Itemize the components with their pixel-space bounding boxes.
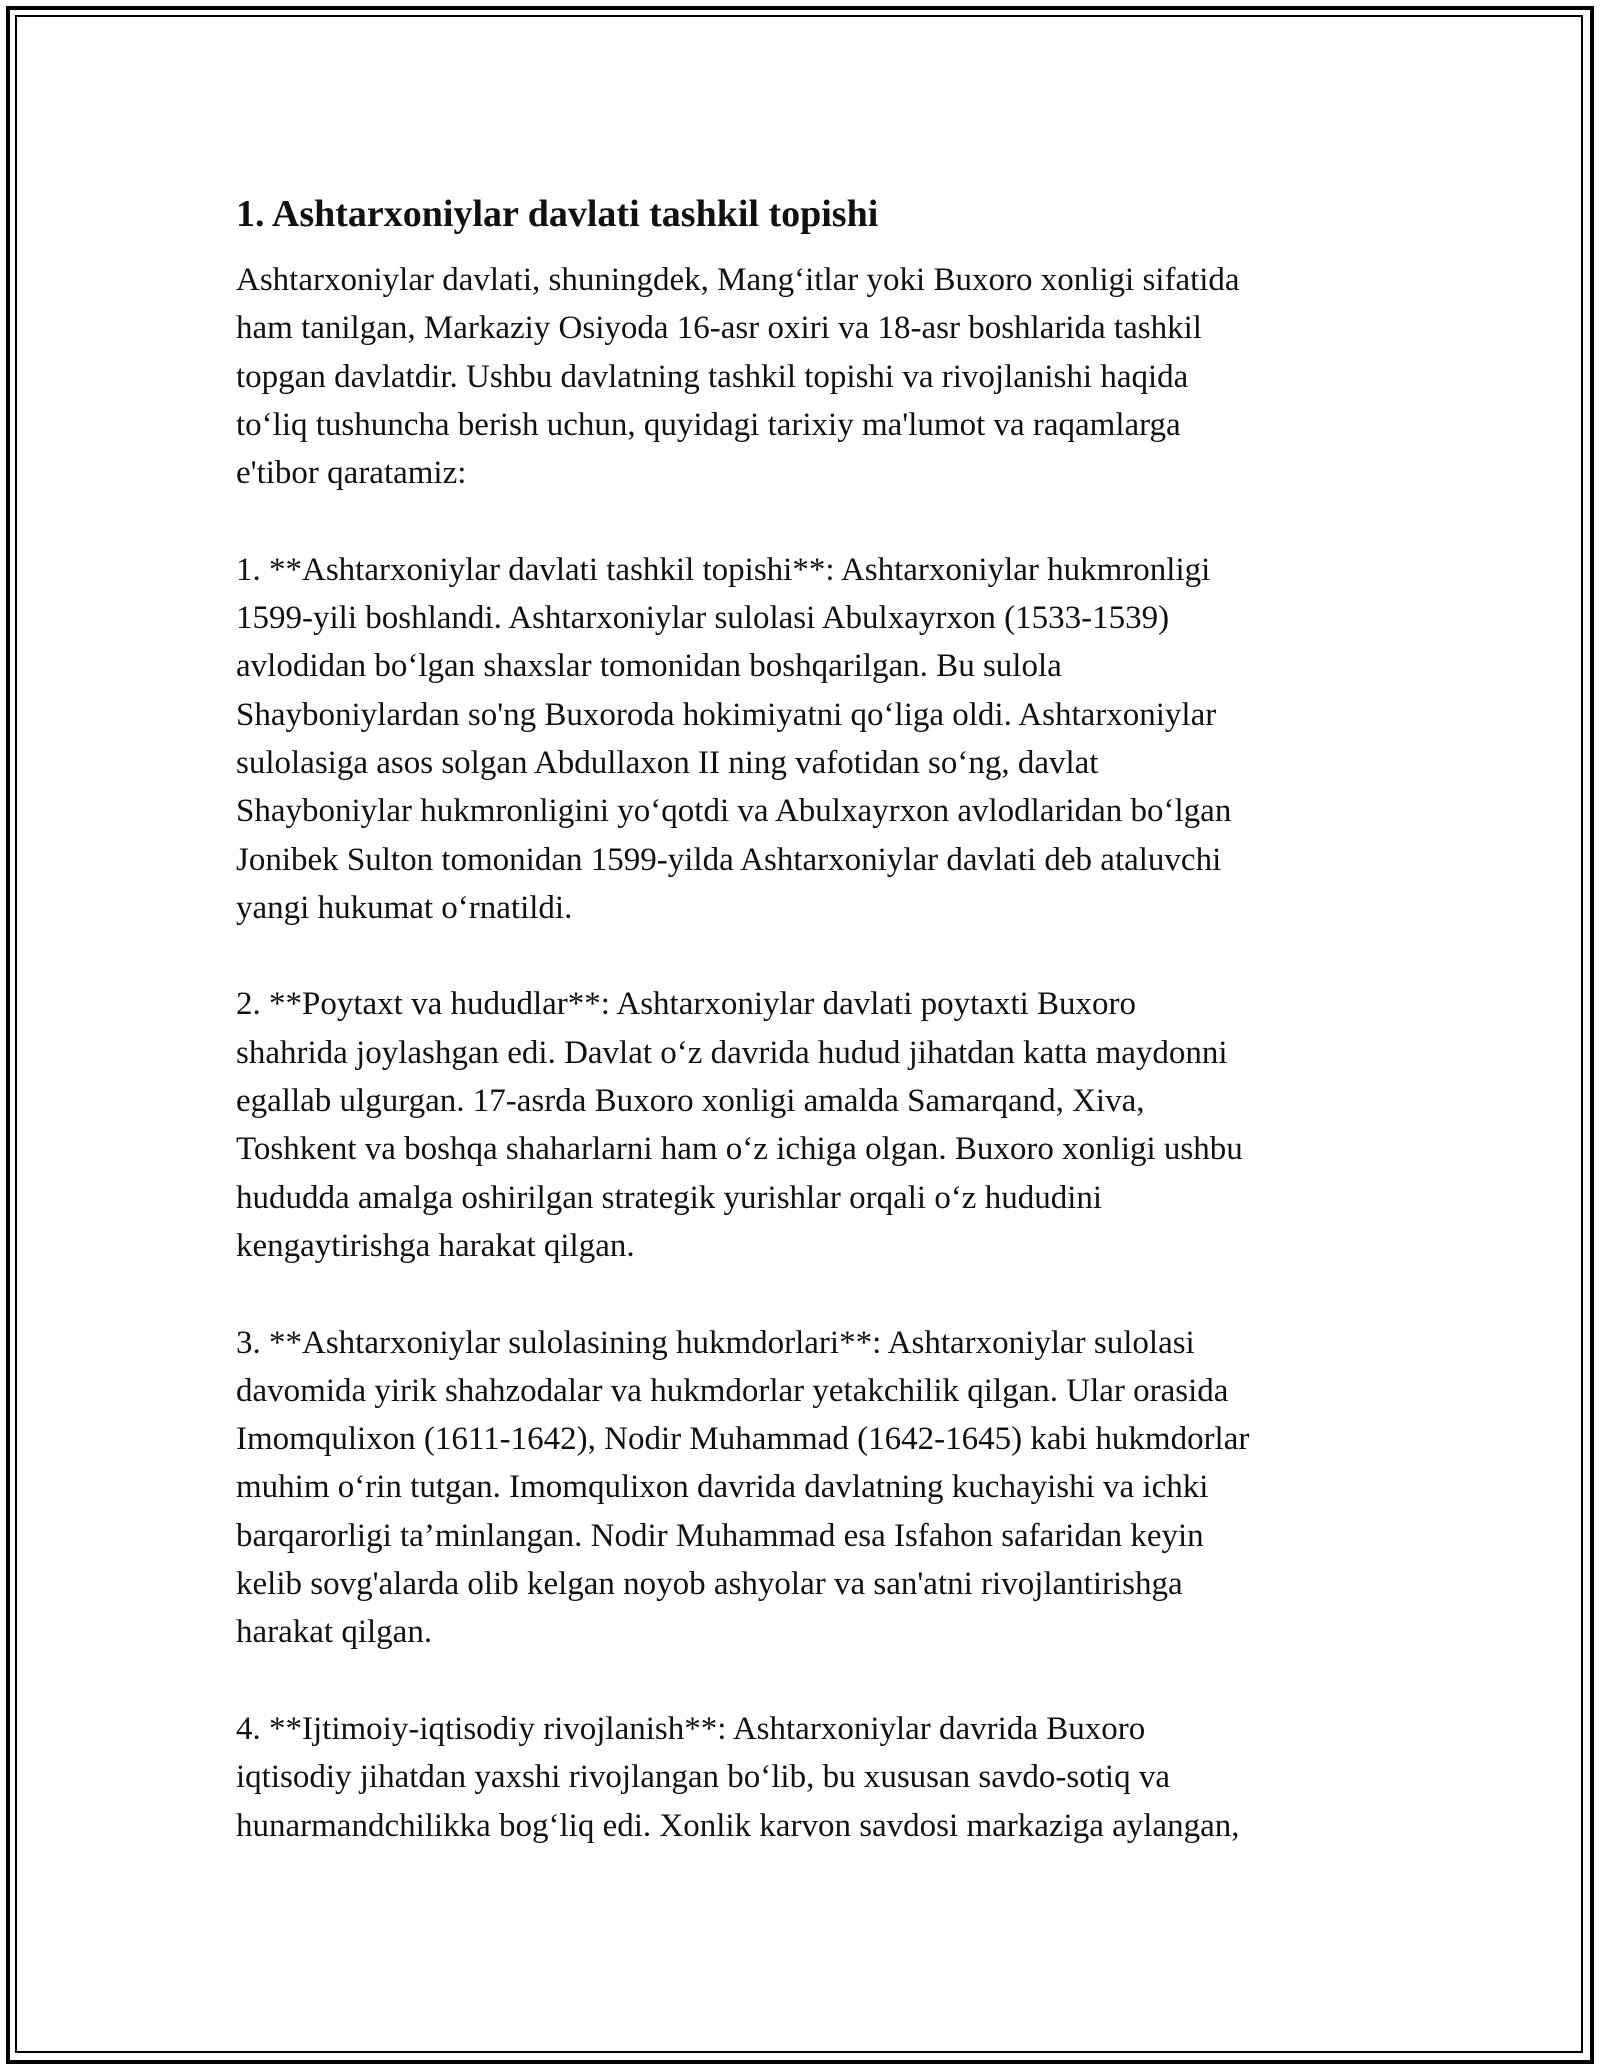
text-line: iqtisodiy jihatdan yaxshi rivojlangan bo‘lib, bu xususan savdo-sotiq va — [236, 1759, 1170, 1796]
paragraph-intro — [236, 256, 1376, 497]
text-line: egallab ulgurgan. 17-asrda Buxoro xonligi amalda Samarqand, Xiva, — [236, 1083, 1145, 1120]
text-line: Toshkent va boshqa shaharlarni ham o‘z ichiga olgan. Buxoro xonligi ushbu — [236, 1131, 1243, 1168]
text-line: avlodidan bo‘lgan shaxslar tomonidan boshqarilgan. Bu sulola — [236, 648, 1062, 685]
text-line: Imomqulixon (1611-1642), Nodir Muhammad (1642-1645) kabi hukmdorlar — [236, 1421, 1250, 1458]
text-line: to‘liq tushuncha berish uchun, quyidagi tarixiy ma'lumot va raqamlarga — [236, 406, 1181, 443]
text-line: yangi hukumat o‘rnatildi. — [236, 889, 573, 926]
text-line: sulolasiga asos solgan Abdullaxon II ning vafotidan so‘ng, davlat — [236, 744, 1099, 781]
text-line: Jonibek Sulton tomonidan 1599-yilda Ashtarxoniylar davlati deb ataluvchi — [236, 841, 1222, 878]
text-line: topgan davlatdir. Ushbu davlatning tashkil topishi va rivojlanishi haqida — [236, 358, 1189, 395]
text-line: 3. **Ashtarxoniylar sulolasining hukmdorlari**: Ashtarxoniylar sulolasi — [236, 1324, 1195, 1361]
text-line: ham tanilgan, Markaziy Osiyoda 16-asr oxiri va 18-asr boshlarida tashkil — [236, 310, 1202, 347]
document-body — [236, 186, 1376, 1898]
text-line: davomida yirik shahzodalar va hukmdorlar yetakchilik qilgan. Ular orasida — [236, 1372, 1229, 1409]
text-line: 1. **Ashtarxoniylar davlati tashkil topishi**: Ashtarxoniylar hukmronligi — [236, 551, 1211, 588]
text-line: 4. **Ijtimoiy-iqtisodiy rivojlanish**: Ashtarxoniylar davrida Buxoro — [236, 1710, 1146, 1747]
text-line: Ashtarxoniylar davlati, shuningdek, Mang‘itlar yoki Buxoro xonligi sifatida — [236, 262, 1240, 298]
text-line: harakat qilgan. — [236, 1614, 433, 1651]
document-title: 1. Ashtarxoniylar davlati tashkil topishi — [236, 193, 879, 235]
text-line: e'tibor qaratamiz: — [236, 455, 467, 492]
paragraph-item-3 — [236, 1319, 1376, 1657]
text-line: 1599-yili boshlandi. Ashtarxoniylar sulolasi Abulxayrxon (1533-1539) — [236, 600, 1170, 637]
text-line: hunarmandchilikka bog‘liq edi. Xonlik karvon savdosi markaziga aylangan, — [236, 1807, 1240, 1844]
text-line: kelib sovg'alarda olib kelgan noyob ashyolar va san'atni rivojlantirishga — [236, 1566, 1183, 1603]
text-line: 2. **Poytaxt va hududlar**: Ashtarxoniylar davlati poytaxti Buxoro — [236, 986, 1137, 1023]
text-line: muhim o‘rin tutgan. Imomqulixon davrida davlatning kuchayishi va ichki — [236, 1469, 1209, 1506]
text-line: hududda amalga oshirilgan strategik yurishlar orqali o‘z hududini — [236, 1179, 1103, 1216]
text-line: Shayboniylardan so'ng Buxoroda hokimiyatni qo‘liga oldi. Ashtarxoniylar — [236, 696, 1217, 733]
paragraph-item-4 — [236, 1705, 1376, 1850]
paragraph-item-1 — [236, 546, 1376, 932]
text-line: barqarorligi ta’minlangan. Nodir Muhammad esa Isfahon safaridan keyin — [236, 1517, 1204, 1554]
text-line: shahrida joylashgan edi. Davlat o‘z davrida hudud jihatdan katta maydonni — [236, 1034, 1228, 1071]
paragraph-item-2 — [236, 980, 1376, 1270]
text-line: Shayboniylar hukmronligini yo‘qotdi va Abulxayrxon avlodlaridan bo‘lgan — [236, 793, 1232, 830]
text-line: kengaytirishga harakat qilgan. — [236, 1227, 635, 1264]
